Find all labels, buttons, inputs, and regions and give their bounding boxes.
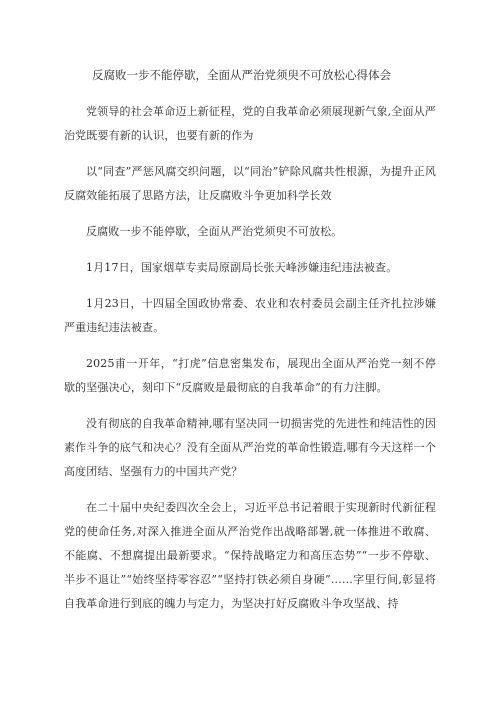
paragraph-8: 在二十届中央纪委四次全会上，习近平总书记着眼于实现新时代新征程党的使命任务,对深入推进全面从严治党作出战略部署,就一体推进不敢腐、不能腐、不想腐提出最新要求。“保持战略定力和高压态势”“一步不停歇、半步不退让”“始终坚持零容忍”“坚持打铁必须自身硬”……字里行间,彰显将自我革命进行到底的魄力与定力，为坚决打好反腐败斗争攻坚战、持 <box>64 501 436 610</box>
paragraph-4: 1月17日，国家烟草专卖局原副局长张天峰涉嫌违纪违法被查。 <box>86 261 398 274</box>
paragraph-2: 以“同查”严惩风腐交织问题，以“同治”铲除风腐共性根源，为提升正风反腐效能拓展了思路方法，让反腐败斗争更加科学长效 <box>64 165 436 202</box>
paragraph-7: 没有彻底的自我革命精神,哪有坚决同一切损害党的先进性和纯洁性的因素作斗争的底气和决心？没有全面从严治党的革命性锻造,哪有今天这样一个高度团结、坚强有力的中国共产党？ <box>64 417 436 478</box>
paragraph-1: 党领导的社会革命迈上新征程，党的自我革命必须展现新气象,全面从严治党既要有新的认识，也要有新的作为 <box>64 105 436 142</box>
paragraph-5: 1月23日，十四届全国政协常委、农业和农村委员会副主任齐扎拉涉嫌严重违纪违法被查。 <box>64 297 436 334</box>
paragraph-3: 反腐败一步不能停歇，全面从严治党须臾不可放松。 <box>86 225 343 238</box>
paragraph-6: 2025甫一开年，“打虎”信息密集发布，展现出全面从严治党一刻不停歇的坚强决心，刻印下“反腐败是最彻底的自我革命”的有力注脚。 <box>64 357 436 394</box>
document-body <box>64 66 436 616</box>
document-title: 反腐败一步不能停歇，全面从严治党须臾不可放松心得体会 <box>92 68 391 82</box>
